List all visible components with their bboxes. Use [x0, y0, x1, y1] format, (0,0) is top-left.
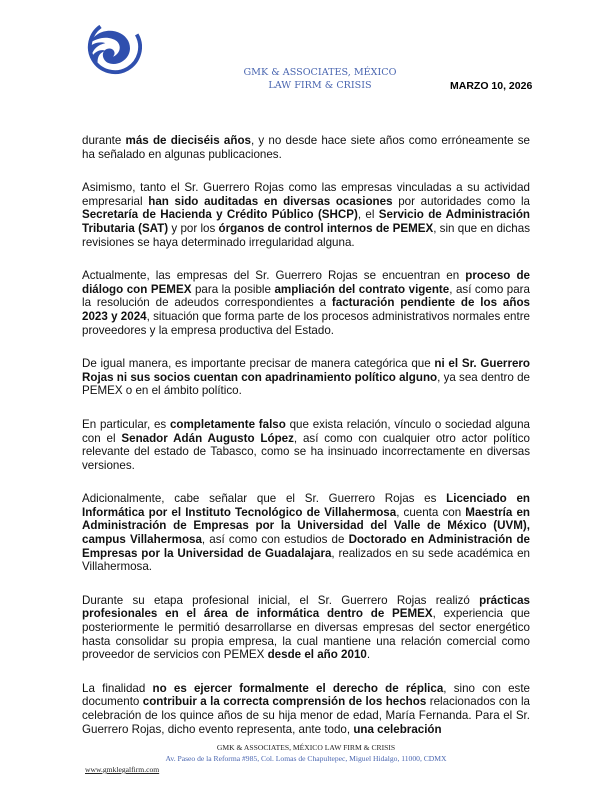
bold-text: ampliación del contrato vigente — [274, 282, 450, 296]
text: , así como con cualquier otro actor político relevante del estado de Tabasco, como se ha insinuado incorrectamente en diversas versiones. — [82, 431, 530, 472]
text: , cuenta con — [396, 505, 466, 519]
firm-subtitle: LAW FIRM & CRISIS — [268, 80, 372, 91]
bold-text: Doctorado en Administración de Empresas por la Universidad de Guadalajara — [82, 533, 531, 560]
text: La finalidad — [82, 681, 153, 695]
document-date: MARZO 10, 2026 — [450, 80, 533, 92]
text: , sin que en dichas revisiones se haya determinado irregularidad alguna. — [82, 221, 531, 249]
footer-website-link[interactable]: www.gmklegalfirm.com — [85, 765, 160, 774]
firm-name: GMK & ASSOCIATES, MÉXICO — [243, 67, 397, 78]
text: De igual manera, es importante precisar de manera categórica que — [82, 357, 435, 371]
bold-text: facturación pendiente de los años 2023 y 2024 — [82, 296, 530, 323]
text: En particular, es — [82, 417, 170, 431]
firm-header — [200, 66, 440, 92]
text: , el — [357, 208, 379, 222]
bold-text: proceso de diálogo con PEMEX — [82, 269, 530, 296]
text: Durante su etapa profesional inicial, el Sr. Guerrero Rojas realizó — [82, 593, 480, 607]
bold-text: no es ejercer formalmente el derecho de réplica — [152, 681, 444, 695]
text: para la posible — [191, 282, 275, 296]
paragraph — [82, 594, 530, 662]
bold-text: Licenciado en Informática por el Instituto Tecnológico de Villahermosa — [82, 492, 531, 519]
text: , así como con estudios de — [201, 533, 349, 547]
paragraph — [82, 134, 530, 161]
paragraph — [82, 357, 530, 398]
footer-address: Av. Paseo de la Reforma #985, Col. Lomas de Chapultepec, Miguel Hidalgo, 11000, CDMX — [165, 754, 447, 763]
bold-text: ni el Sr. Guerrero Rojas ni sus socios cuentan con apadrinamiento político alguno — [82, 357, 530, 384]
bold-text: órganos de control internos de PEMEX — [218, 221, 434, 235]
bold-text: completamente falso — [169, 417, 286, 431]
bold-text: prácticas profesionales en el área de informática dentro de PEMEX — [82, 593, 530, 621]
text: Actualmente, las empresas del Sr. Guerrero Rojas se encuentran en — [82, 269, 466, 283]
bold-text: una celebración — [353, 722, 442, 736]
text: , realizados en su sede académica en Villahermosa. — [82, 546, 530, 574]
text: . — [366, 648, 371, 662]
bold-text: han sido auditadas en diversas ocasiones — [148, 194, 393, 208]
paragraph — [82, 418, 530, 472]
bold-text: Servicio de Administración Tributaria (SAT) — [82, 208, 531, 235]
text: , sino con este documento — [82, 681, 531, 709]
bold-text: Maestría en Administración de Empresas por la Universidad del Valle de México (UVM), campus Villahermosa — [82, 505, 530, 547]
bold-text: Senador Adán Augusto López — [121, 431, 294, 445]
lion-head-logo — [84, 18, 142, 76]
text: , así como para la resolución de adeudos correspondientes a — [82, 282, 530, 310]
bold-text: contribuir a la correcta comprensión de los hechos — [142, 695, 427, 709]
text: por autoridades como la — [392, 194, 531, 208]
text: Asimismo, tanto el Sr. Guerrero Rojas como las empresas vinculadas a su actividad empresarial — [82, 181, 530, 208]
text: , ya sea dentro de PEMEX o en el ámbito político. — [82, 370, 530, 398]
text: , y no desde hace siete años como erróneamente se ha señalado en algunas publicaciones. — [82, 134, 530, 161]
paragraph — [82, 492, 530, 574]
text: y por los — [168, 221, 219, 235]
paragraph — [82, 181, 530, 249]
text: , experiencia que posteriormente le permitió desarrollarse en diversas empresas del sector energético hasta consolidar su propia empresa, la cual mantiene una relación comercial como proveedor de servicios con PEMEX — [82, 607, 530, 662]
text: relacionados con la celebración de los quince años de su hija menor de edad, María Fernanda. Para el Sr. Guerrero Rojas, dicho evento representa, ante todo, — [82, 695, 530, 736]
text: durante — [82, 134, 126, 147]
paragraph — [82, 269, 530, 337]
bold-text: Secretaría de Hacienda y Crédito Público (SHCP) — [82, 208, 358, 222]
paragraph — [82, 682, 530, 736]
bold-text: desde el año 2010 — [267, 648, 367, 662]
document-body — [82, 134, 530, 756]
text: que exista relación, vínculo o sociedad alguna con el — [82, 417, 531, 445]
bold-text: más de dieciséis años — [125, 134, 251, 147]
text: , situación que forma parte de los procesos administrativos normales entre proveedores y la empresa productiva del Estado. — [82, 309, 531, 337]
text: Adicionalmente, cabe señalar que el Sr. Guerrero Rojas es — [82, 492, 447, 506]
footer-firm: GMK & ASSOCIATES, MÉXICO LAW FIRM & CRISIS — [216, 743, 396, 752]
